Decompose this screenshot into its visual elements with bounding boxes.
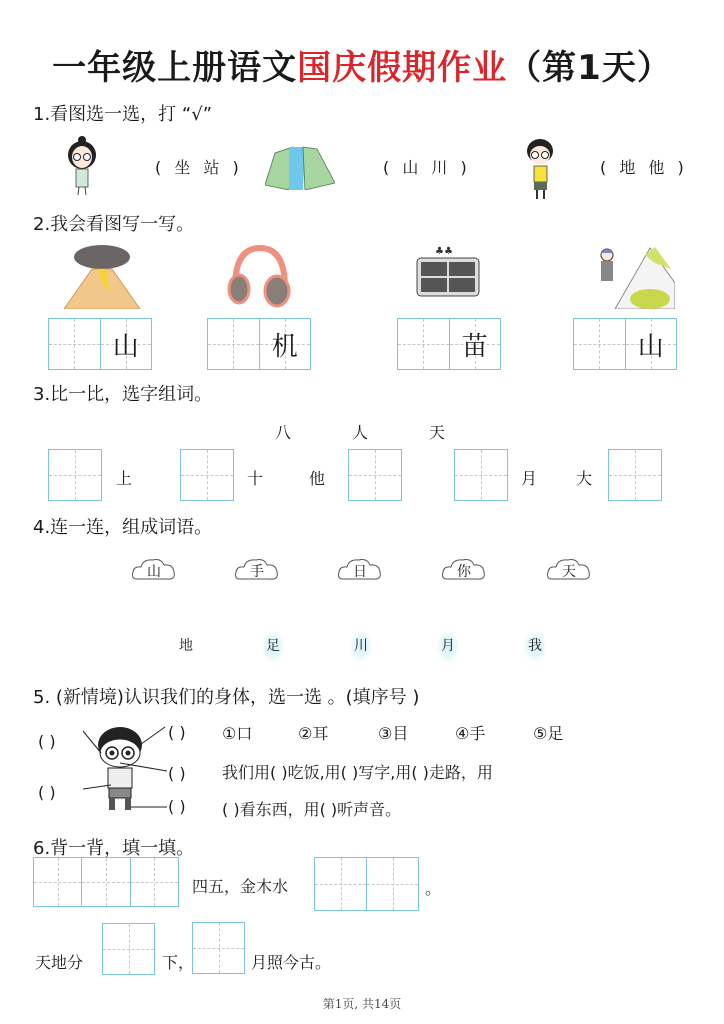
- writing-cell[interactable]: [208, 319, 260, 369]
- writing-cell[interactable]: [609, 450, 661, 500]
- q6-line2-start: 天地分: [35, 953, 84, 972]
- mountain-climber-icon: [575, 243, 675, 309]
- q1-choice-3[interactable]: ( 地 他 ): [600, 158, 688, 177]
- q2-writing-grid-4[interactable]: [573, 318, 677, 370]
- drop-item-2[interactable]: 足: [261, 630, 285, 663]
- cloud-char: 手: [250, 564, 264, 580]
- girl-illustration-icon: [62, 135, 102, 199]
- q5-option-3: ③目: [378, 724, 409, 743]
- title-black: 一年级上册语文: [52, 48, 298, 88]
- page-number: 第1页, 共14页: [322, 997, 402, 1011]
- q3-word-4: 月: [521, 469, 538, 488]
- cloud-char: 你: [457, 564, 471, 580]
- writing-cell[interactable]: [315, 858, 367, 910]
- cloud-char: 日: [353, 564, 367, 580]
- boy-illustration-icon: [522, 137, 558, 201]
- q5-option-1: ①口: [222, 724, 253, 743]
- q5-option-5: ⑤足: [533, 724, 564, 743]
- writing-cell[interactable]: [49, 450, 101, 500]
- writing-cell-given: [450, 319, 501, 369]
- writing-cell[interactable]: [103, 924, 154, 974]
- writing-cell[interactable]: [181, 450, 233, 500]
- given-char: 山: [637, 331, 664, 362]
- q5-option-4: ④手: [455, 724, 486, 743]
- q5-blank-ear[interactable]: ( ): [168, 723, 186, 742]
- drop-item-4[interactable]: 月: [436, 630, 460, 663]
- q6-line1-mid: 四五，金木水: [192, 877, 289, 896]
- q3-option-3: 天: [429, 423, 446, 442]
- cloud-item-1[interactable]: [131, 557, 177, 583]
- q5-sentence-line1[interactable]: 我们用( )吃饭,用( )写字,用( )走路，用: [222, 763, 493, 782]
- q6-line2-mid: 下，: [162, 953, 195, 972]
- given-char: 机: [271, 331, 298, 362]
- q3-word-3: 他: [309, 469, 326, 488]
- q4-heading: 4.连一连，组成词语。: [33, 517, 213, 538]
- q5-option-2: ②耳: [298, 724, 329, 743]
- q5-blank-foot[interactable]: ( ): [168, 797, 186, 816]
- writing-cell[interactable]: [34, 858, 82, 906]
- headphones-icon: [225, 243, 295, 309]
- q6-heading: 6.背一背，填一填。: [33, 838, 195, 859]
- drop-item-3[interactable]: 川: [349, 630, 373, 663]
- q2-writing-grid-2[interactable]: [207, 318, 311, 370]
- svg-text:♣♣: ♣♣: [435, 246, 453, 257]
- q3-word-1: 上: [116, 469, 133, 488]
- drop-item-1[interactable]: 地: [179, 638, 193, 654]
- writing-cell[interactable]: [455, 450, 507, 500]
- given-char: 苗: [461, 331, 488, 362]
- q2-heading: 2.我会看图写一写。: [33, 214, 195, 235]
- drop-item-5[interactable]: 我: [523, 630, 547, 663]
- cloud-item-4[interactable]: [441, 557, 487, 583]
- q3-word-5: 大: [576, 469, 593, 488]
- writing-cell[interactable]: [574, 319, 626, 369]
- writing-cell[interactable]: [131, 858, 178, 906]
- cloud-item-5[interactable]: [546, 557, 592, 583]
- q5-blank-mouth[interactable]: ( ): [168, 764, 186, 783]
- q5-sentence-line2[interactable]: ( )看东西，用( )听声音。: [222, 800, 402, 819]
- q1-choice-2[interactable]: ( 山 川 ): [383, 158, 471, 177]
- q3-heading: 3.比一比，选字组词。: [33, 384, 213, 405]
- writing-cell-given: [626, 319, 677, 369]
- q3-box-4[interactable]: [454, 449, 508, 501]
- q6-grid-2[interactable]: [314, 857, 419, 911]
- writing-cell-given: [260, 319, 311, 369]
- q6-grid-3[interactable]: [102, 923, 155, 975]
- q3-box-5[interactable]: [608, 449, 662, 501]
- cloud-item-3[interactable]: [337, 557, 383, 583]
- q5-heading: 5. (新情境)认识我们的身体，选一选 。(填序号 ): [33, 687, 420, 708]
- writing-cell[interactable]: [49, 319, 101, 369]
- q5-blank-left-eye[interactable]: ( ): [38, 732, 56, 751]
- cloud-item-2[interactable]: [234, 557, 280, 583]
- q2-writing-grid-3[interactable]: [397, 318, 501, 370]
- title-suffix: （第1天）: [507, 48, 672, 88]
- q5-blank-left-hand[interactable]: ( ): [38, 783, 56, 802]
- q1-heading: 1.看图选一选，打 “√”: [33, 104, 213, 125]
- title-red: 国庆假期作业: [297, 48, 508, 88]
- seedling-tray-icon: [415, 243, 481, 298]
- writing-cell[interactable]: [349, 450, 401, 500]
- q6-grid-1[interactable]: [33, 857, 179, 907]
- q1-choice-1[interactable]: ( 坐 站 ): [155, 158, 243, 177]
- q3-box-1[interactable]: [48, 449, 102, 501]
- q3-box-3[interactable]: [348, 449, 402, 501]
- mountain-river-icon: [265, 145, 335, 190]
- writing-cell[interactable]: [193, 923, 244, 973]
- q3-option-1: 八: [275, 423, 292, 442]
- cloud-char: 山: [147, 564, 161, 580]
- q2-writing-grid-1[interactable]: [48, 318, 152, 370]
- writing-cell[interactable]: [82, 858, 130, 906]
- q6-grid-4[interactable]: [192, 922, 245, 974]
- writing-cell[interactable]: [367, 858, 418, 910]
- volcano-icon: [62, 243, 142, 309]
- writing-cell[interactable]: [398, 319, 450, 369]
- q6-line1-end: 。: [425, 879, 442, 898]
- q3-option-2: 人: [352, 423, 369, 442]
- q3-word-2: 十: [247, 469, 264, 488]
- given-char: 山: [112, 331, 139, 362]
- q3-box-2[interactable]: [180, 449, 234, 501]
- page-title: [0, 40, 724, 89]
- q6-line2-end: 月照今古。: [251, 953, 332, 972]
- writing-cell-given: [101, 319, 152, 369]
- cloud-char: 天: [562, 564, 576, 580]
